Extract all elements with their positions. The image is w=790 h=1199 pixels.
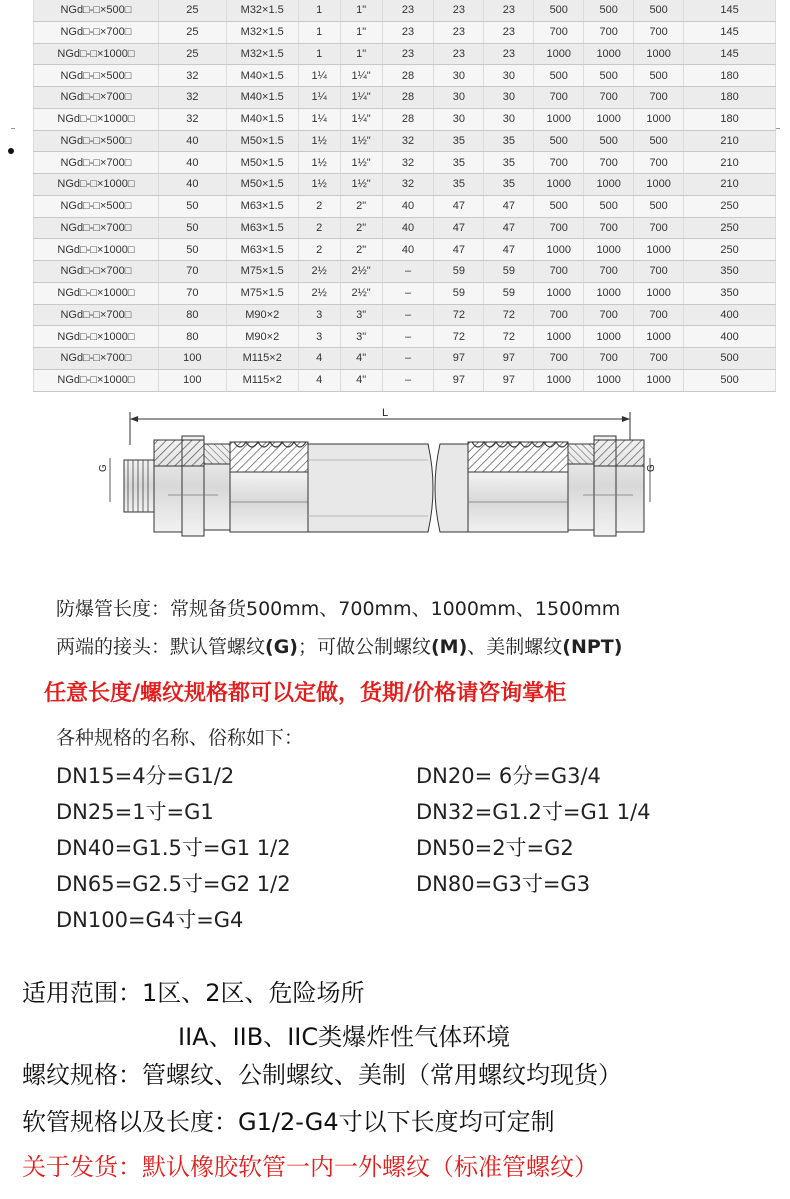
table-cell: M63×1.5	[226, 239, 298, 261]
table-cell: 400	[684, 304, 776, 326]
table-cell: 700	[534, 152, 584, 174]
name-item: DN50=2寸=G2	[416, 836, 574, 860]
table-cell: 28	[382, 87, 434, 109]
table-cell: 23	[434, 21, 484, 43]
table-cell: 50	[158, 195, 226, 217]
scope-line: 适用范围：1区、2区、危险场所	[22, 979, 365, 1007]
table-cell: 1000	[584, 282, 634, 304]
table-cell: 700	[534, 304, 584, 326]
table-cell: 3"	[340, 304, 382, 326]
table-cell: 3	[298, 326, 340, 348]
table-cell: 1½	[298, 130, 340, 152]
table-row	[34, 369, 776, 391]
hose-spec-line: 软管规格以及长度：G1/2-G4寸以下长度均可定制	[22, 1108, 555, 1136]
table-cell: 72	[484, 326, 534, 348]
table-cell: 28	[382, 108, 434, 130]
table-cell: 32	[158, 108, 226, 130]
table-cell: 47	[434, 195, 484, 217]
table-cell: 47	[484, 217, 534, 239]
table-cell: 40	[158, 174, 226, 196]
table-cell: 25	[158, 43, 226, 65]
table-cell: 30	[484, 87, 534, 109]
table-cell: 700	[534, 21, 584, 43]
table-cell: NGd□-□×1000□	[34, 108, 159, 130]
table-row	[34, 43, 776, 65]
table-cell: 500	[584, 0, 634, 21]
table-cell: 210	[684, 174, 776, 196]
table-cell: 25	[158, 0, 226, 21]
table-cell: M63×1.5	[226, 217, 298, 239]
table-cell: 1¼	[298, 65, 340, 87]
table-cell: 2	[298, 239, 340, 261]
table-cell: 47	[434, 217, 484, 239]
table-cell: 1½"	[340, 130, 382, 152]
table-cell: M50×1.5	[226, 152, 298, 174]
table-cell: 1000	[534, 369, 584, 391]
table-cell: 40	[158, 130, 226, 152]
table-cell: 40	[382, 195, 434, 217]
joint-info	[56, 632, 622, 659]
table-cell: 3	[298, 304, 340, 326]
table-cell: 2½"	[340, 261, 382, 283]
table-cell: 1000	[534, 239, 584, 261]
table-cell: 1¼"	[340, 108, 382, 130]
table-row	[34, 130, 776, 152]
table-cell: 30	[434, 65, 484, 87]
table-cell: 1000	[584, 43, 634, 65]
table-cell: 145	[684, 43, 776, 65]
table-cell: 700	[634, 87, 684, 109]
table-row	[34, 174, 776, 196]
table-cell: 500	[634, 130, 684, 152]
table-cell: 700	[584, 217, 634, 239]
table-cell: M32×1.5	[226, 21, 298, 43]
table-cell: 700	[634, 261, 684, 283]
table-cell: 1000	[634, 326, 684, 348]
table-cell: 59	[484, 282, 534, 304]
edge-mark	[11, 128, 15, 129]
table-cell: 1000	[634, 43, 684, 65]
table-cell: 30	[484, 108, 534, 130]
table-cell: 80	[158, 304, 226, 326]
table-cell: 35	[434, 130, 484, 152]
table-cell: NGd□-□×1000□	[34, 43, 159, 65]
table-cell: 350	[684, 261, 776, 283]
table-cell: 250	[684, 239, 776, 261]
table-cell: 32	[158, 87, 226, 109]
table-cell: 500	[534, 65, 584, 87]
table-cell: 23	[382, 43, 434, 65]
table-cell: 30	[484, 65, 534, 87]
table-cell: 400	[684, 326, 776, 348]
joint-mid: ；可做公制螺纹	[297, 636, 431, 658]
table-cell: –	[382, 369, 434, 391]
table-cell: 97	[434, 348, 484, 370]
table-cell: M40×1.5	[226, 108, 298, 130]
table-cell: 2½"	[340, 282, 382, 304]
table-cell: 2½	[298, 261, 340, 283]
table-cell: 59	[434, 261, 484, 283]
table-cell: 2½	[298, 282, 340, 304]
table-cell: 1000	[584, 239, 634, 261]
table-cell: 700	[584, 152, 634, 174]
name-item: DN100=G4寸=G4	[56, 908, 244, 932]
table-cell: 210	[684, 130, 776, 152]
table-cell: 35	[484, 174, 534, 196]
table-cell: 1000	[534, 326, 584, 348]
table-cell: 32	[158, 65, 226, 87]
joint-sep: 、美制螺纹	[467, 636, 563, 658]
table-cell: 72	[434, 326, 484, 348]
table-cell: 1	[298, 43, 340, 65]
table-cell: 2"	[340, 239, 382, 261]
table-cell: 97	[434, 369, 484, 391]
table-cell: 250	[684, 195, 776, 217]
table-cell: 1½"	[340, 152, 382, 174]
table-cell: M32×1.5	[226, 43, 298, 65]
table-cell: 2"	[340, 195, 382, 217]
spec-table	[33, 0, 776, 392]
thread-g-right	[646, 458, 657, 502]
table-cell: 23	[382, 0, 434, 21]
table-cell: 1000	[534, 43, 584, 65]
table-cell: –	[382, 261, 434, 283]
table-cell: 35	[434, 152, 484, 174]
table-cell: 700	[584, 261, 634, 283]
table-cell: M90×2	[226, 326, 298, 348]
name-item: DN15=4分=G1/2	[56, 764, 235, 788]
table-cell: 40	[382, 239, 434, 261]
bullet-dot	[8, 148, 14, 154]
table-cell: 1½	[298, 174, 340, 196]
table-row	[34, 261, 776, 283]
table-cell: NGd□-□×500□	[34, 130, 159, 152]
table-row	[34, 108, 776, 130]
table-row	[34, 348, 776, 370]
table-cell: 1000	[534, 108, 584, 130]
names-title: 各种规格的名称、俗称如下：	[56, 727, 304, 749]
table-cell: NGd□-□×1000□	[34, 174, 159, 196]
table-cell: 100	[158, 348, 226, 370]
thread-g-left-label: G	[98, 464, 109, 472]
table-cell: NGd□-□×1000□	[34, 369, 159, 391]
table-cell: 4	[298, 369, 340, 391]
table-cell: M115×2	[226, 369, 298, 391]
table-cell: 700	[584, 348, 634, 370]
table-cell: 350	[684, 282, 776, 304]
table-cell: 4	[298, 348, 340, 370]
table-cell: 1000	[634, 282, 684, 304]
table-row	[34, 21, 776, 43]
table-cell: 72	[434, 304, 484, 326]
table-cell: 70	[158, 282, 226, 304]
table-cell: 500	[584, 65, 634, 87]
table-cell: 500	[584, 195, 634, 217]
table-cell: 700	[634, 21, 684, 43]
table-cell: 2"	[340, 217, 382, 239]
spec-table-body	[34, 0, 776, 391]
table-cell: NGd□-□×700□	[34, 21, 159, 43]
table-cell: 1000	[634, 239, 684, 261]
table-cell: –	[382, 304, 434, 326]
table-cell: 1¼	[298, 87, 340, 109]
table-cell: 1	[298, 0, 340, 21]
table-cell: 4"	[340, 369, 382, 391]
table-cell: 80	[158, 326, 226, 348]
table-cell: 35	[434, 174, 484, 196]
hose-body	[308, 444, 468, 532]
table-cell: M50×1.5	[226, 174, 298, 196]
hose-drawing	[28, 400, 768, 570]
name-item: DN80=G3寸=G3	[416, 872, 591, 896]
table-cell: 72	[484, 304, 534, 326]
name-item: DN25=1寸=G1	[56, 800, 214, 824]
table-row	[34, 152, 776, 174]
table-cell: 3"	[340, 326, 382, 348]
table-cell: 97	[484, 369, 534, 391]
table-cell: 1000	[584, 326, 634, 348]
table-cell: NGd□-□×500□	[34, 195, 159, 217]
table-cell: 500	[684, 369, 776, 391]
table-row	[34, 282, 776, 304]
table-cell: 1000	[534, 174, 584, 196]
table-cell: 700	[534, 348, 584, 370]
table-cell: 180	[684, 65, 776, 87]
table-row	[34, 217, 776, 239]
table-cell: NGd□-□×1000□	[34, 282, 159, 304]
table-cell: 1000	[634, 108, 684, 130]
table-cell: 700	[634, 217, 684, 239]
table-cell: 32	[382, 174, 434, 196]
table-cell: 50	[158, 239, 226, 261]
joint-m: (M)	[431, 636, 468, 658]
table-cell: 47	[434, 239, 484, 261]
table-row	[34, 0, 776, 21]
table-cell: NGd□-□×500□	[34, 0, 159, 21]
table-cell: 35	[484, 152, 534, 174]
table-cell: M90×2	[226, 304, 298, 326]
table-cell: 30	[434, 87, 484, 109]
table-cell: M75×1.5	[226, 282, 298, 304]
table-cell: 40	[382, 217, 434, 239]
table-cell: 35	[484, 130, 534, 152]
table-cell: 23	[382, 21, 434, 43]
joint-g: (G)	[265, 636, 298, 658]
table-cell: 47	[484, 195, 534, 217]
length-dimension	[130, 407, 630, 445]
table-cell: M75×1.5	[226, 261, 298, 283]
table-cell: NGd□-□×1000□	[34, 239, 159, 261]
table-cell: 1"	[340, 21, 382, 43]
table-cell: 23	[434, 0, 484, 21]
table-cell: M63×1.5	[226, 195, 298, 217]
table-cell: NGd□-□×700□	[34, 87, 159, 109]
table-cell: 500	[634, 0, 684, 21]
table-row	[34, 195, 776, 217]
table-cell: 1½"	[340, 174, 382, 196]
table-cell: 1000	[584, 108, 634, 130]
table-cell: 180	[684, 87, 776, 109]
table-cell: 700	[634, 348, 684, 370]
table-cell: 700	[584, 87, 634, 109]
table-cell: 1"	[340, 43, 382, 65]
table-cell: 500	[584, 130, 634, 152]
joint-prefix: 两端的接头：默认管螺纹	[56, 636, 266, 658]
table-row	[34, 65, 776, 87]
table-cell: 700	[534, 217, 584, 239]
table-cell: 59	[434, 282, 484, 304]
table-cell: 40	[158, 152, 226, 174]
table-cell: 97	[484, 348, 534, 370]
thread-g-left	[98, 458, 110, 502]
table-cell: 23	[434, 43, 484, 65]
table-cell: NGd□-□×700□	[34, 152, 159, 174]
table-cell: 32	[382, 152, 434, 174]
table-cell: 1000	[634, 369, 684, 391]
table-cell: 32	[382, 130, 434, 152]
table-cell: 500	[534, 130, 584, 152]
table-cell: 700	[534, 87, 584, 109]
table-cell: 50	[158, 217, 226, 239]
table-cell: 1"	[340, 0, 382, 21]
joint-npt: (NPT)	[562, 636, 623, 658]
table-cell: 4"	[340, 348, 382, 370]
table-cell: 25	[158, 21, 226, 43]
table-cell: 250	[684, 217, 776, 239]
table-cell: NGd□-□×700□	[34, 348, 159, 370]
table-cell: –	[382, 282, 434, 304]
table-cell: 500	[534, 195, 584, 217]
table-cell: 1¼"	[340, 65, 382, 87]
table-cell: 700	[634, 152, 684, 174]
table-cell: 1000	[534, 282, 584, 304]
table-cell: 210	[684, 152, 776, 174]
table-cell: 145	[684, 0, 776, 21]
table-cell: 1000	[584, 174, 634, 196]
table-cell: 70	[158, 261, 226, 283]
table-cell: 145	[684, 21, 776, 43]
name-item: DN32=G1.2寸=G1 1/4	[416, 800, 651, 824]
table-cell: 100	[158, 369, 226, 391]
name-item: DN40=G1.5寸=G1 1/2	[56, 836, 291, 860]
left-fitting	[124, 436, 308, 536]
table-cell: 700	[584, 304, 634, 326]
table-cell: 59	[484, 261, 534, 283]
table-cell: NGd□-□×1000□	[34, 326, 159, 348]
table-cell: 500	[634, 65, 684, 87]
table-row	[34, 326, 776, 348]
right-fitting	[468, 436, 644, 536]
name-item: DN20= 6分=G3/4	[416, 764, 601, 788]
shipping-line: 关于发货：默认橡胶软管一内一外螺纹（标准管螺纹）	[22, 1153, 598, 1181]
table-row	[34, 239, 776, 261]
custom-notice: 任意长度/螺纹规格都可以定做，货期/价格请咨询掌柜	[44, 681, 567, 706]
table-cell: 23	[484, 43, 534, 65]
table-cell: 2	[298, 217, 340, 239]
table-cell: 700	[634, 304, 684, 326]
table-cell: M115×2	[226, 348, 298, 370]
thread-g-right-label: G	[646, 464, 657, 472]
table-cell: M32×1.5	[226, 0, 298, 21]
table-cell: 2	[298, 195, 340, 217]
table-cell: –	[382, 348, 434, 370]
table-cell: 500	[634, 195, 684, 217]
table-cell: 30	[434, 108, 484, 130]
table-cell: NGd□-□×500□	[34, 65, 159, 87]
table-cell: 1½	[298, 152, 340, 174]
table-cell: 1	[298, 21, 340, 43]
length-label: L	[382, 407, 389, 419]
table-cell: 500	[534, 0, 584, 21]
table-cell: –	[382, 326, 434, 348]
table-cell: 23	[484, 21, 534, 43]
table-cell: 1¼"	[340, 87, 382, 109]
name-item: DN65=G2.5寸=G2 1/2	[56, 872, 291, 896]
edge-mark	[776, 128, 780, 129]
table-cell: 1000	[634, 174, 684, 196]
length-info: 防爆管长度：常规备货500mm、700mm、1000mm、1500mm	[56, 598, 621, 620]
table-row	[34, 87, 776, 109]
table-cell: M40×1.5	[226, 65, 298, 87]
table-cell: 47	[484, 239, 534, 261]
table-cell: 1000	[584, 369, 634, 391]
table-cell: 180	[684, 108, 776, 130]
thread-spec-line: 螺纹规格：管螺纹、公制螺纹、美制（常用螺纹均现货）	[22, 1061, 622, 1089]
scope-line-2: IIA、IIB、IIC类爆炸性气体环境	[178, 1023, 511, 1051]
table-cell: 700	[534, 261, 584, 283]
table-cell: NGd□-□×700□	[34, 304, 159, 326]
table-cell: M50×1.5	[226, 130, 298, 152]
table-cell: NGd□-□×700□	[34, 261, 159, 283]
table-cell: M40×1.5	[226, 87, 298, 109]
table-cell: 28	[382, 65, 434, 87]
table-cell: 700	[584, 21, 634, 43]
table-cell: NGd□-□×700□	[34, 217, 159, 239]
table-cell: 23	[484, 0, 534, 21]
table-cell: 1¼	[298, 108, 340, 130]
table-row	[34, 304, 776, 326]
table-cell: 500	[684, 348, 776, 370]
